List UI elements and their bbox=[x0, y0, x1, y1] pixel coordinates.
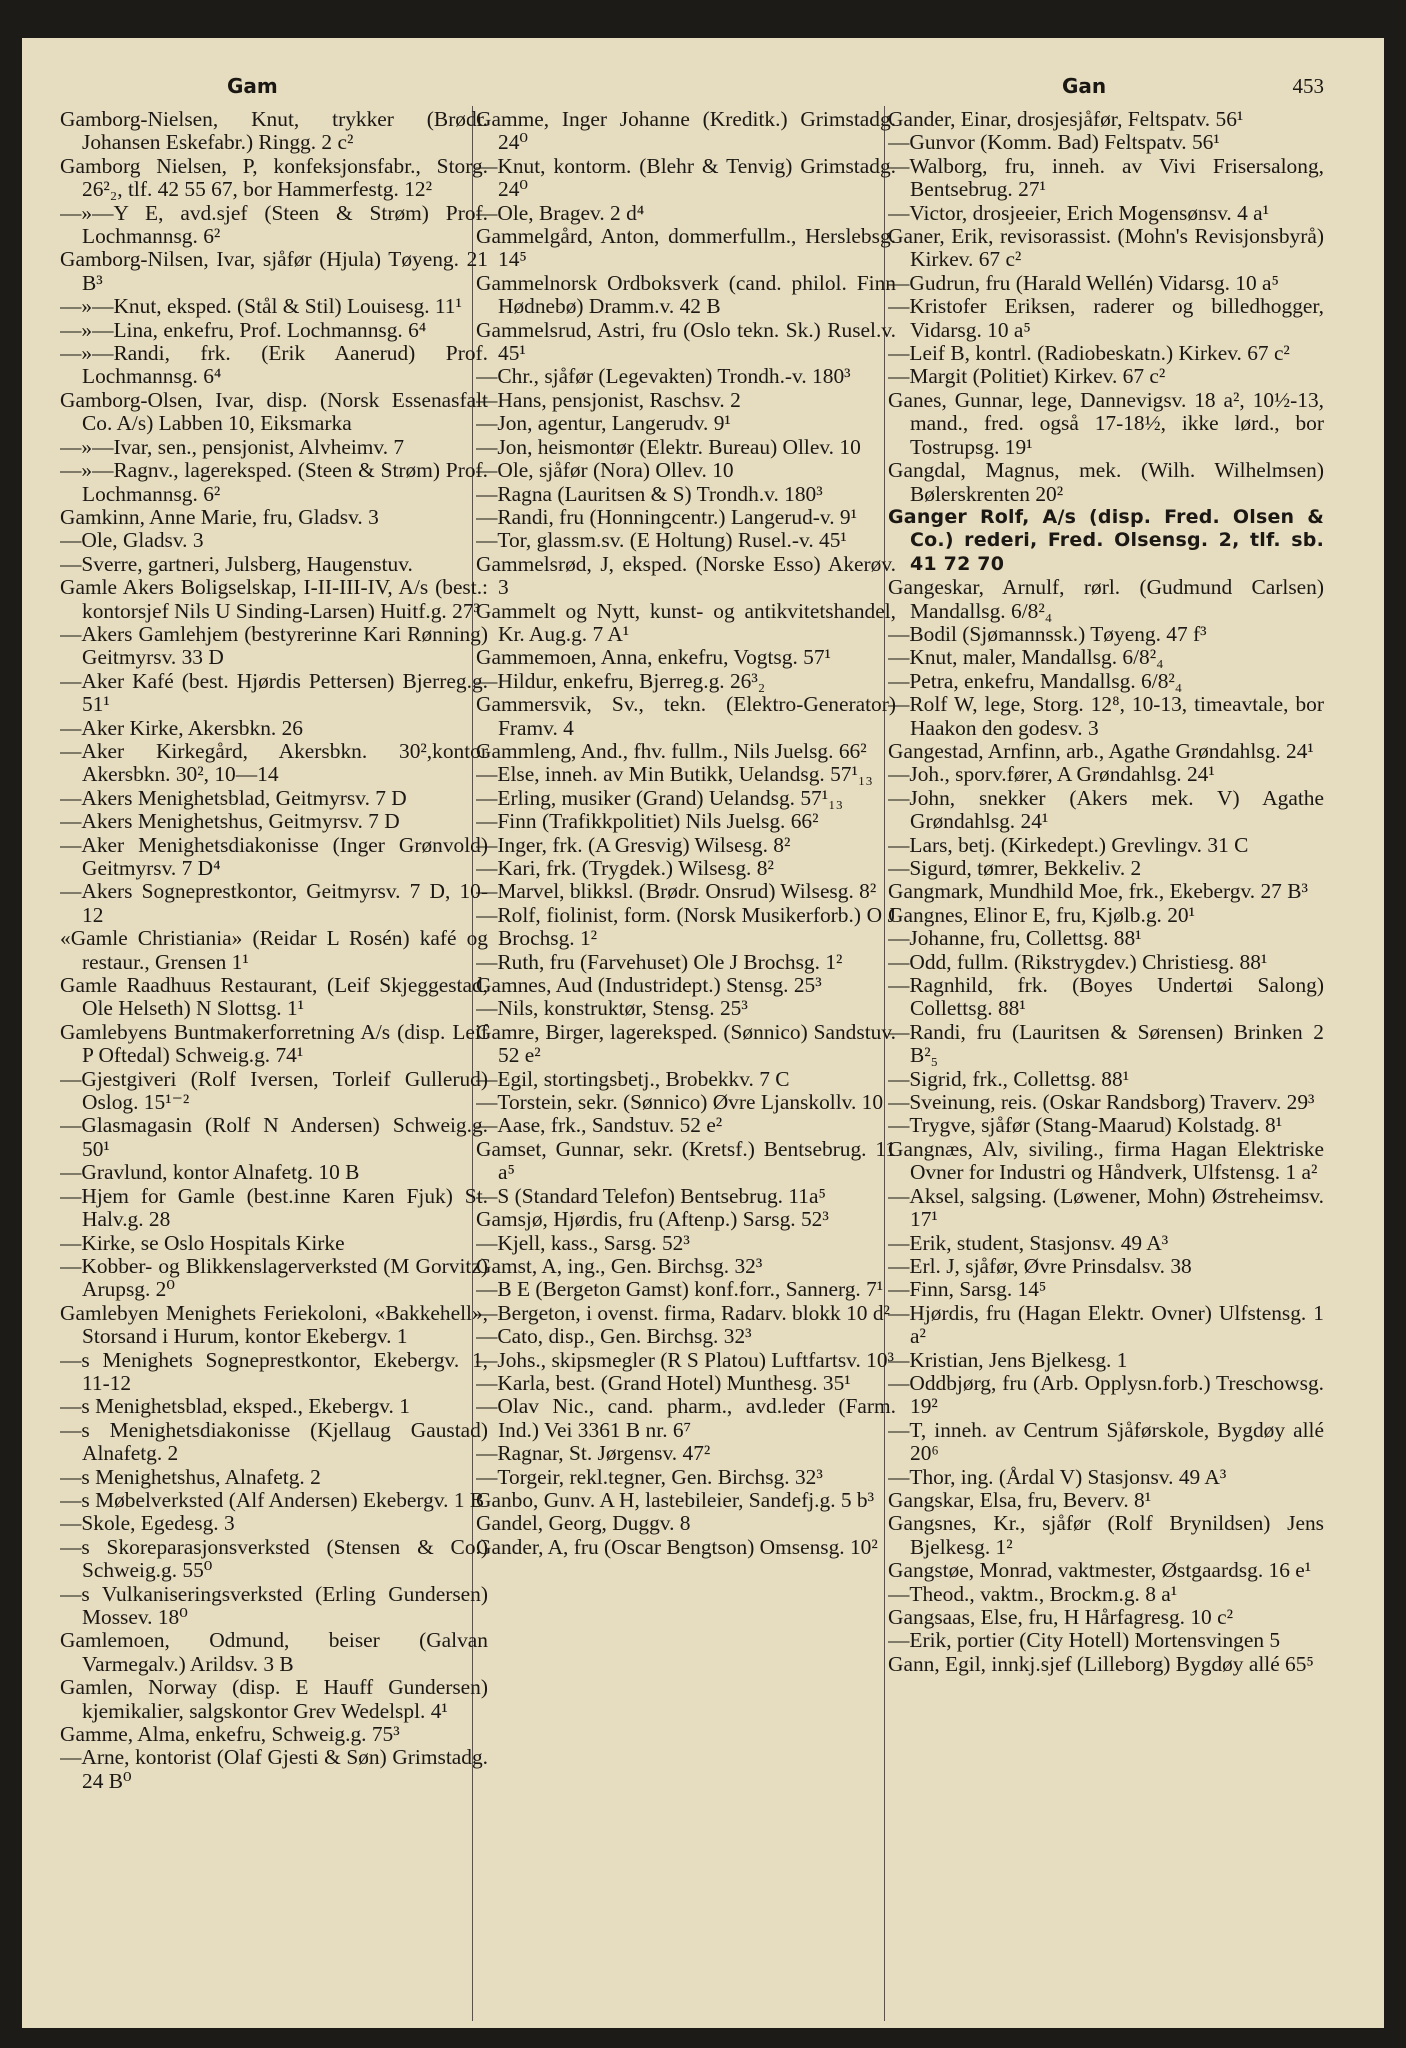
directory-entry: Gangsaas, Else, fru, H Hårfagresg. 10 c² bbox=[888, 1605, 1233, 1629]
directory-entry: —Gunvor (Komm. Bad) Feltspatv. 56¹ bbox=[888, 130, 1220, 155]
directory-entry: —Kristofer Eriksen, raderer og billedhogger, Vidarsg. 10 a⁵ bbox=[888, 294, 1324, 342]
directory-entry: —Petra, enkefru, Mandallsg. 6/8²₄ bbox=[888, 668, 1183, 693]
directory-entry: Gammelnorsk Ordboksverk (cand. philol. Finn Hødnebø) Dramm.v. 42 B bbox=[476, 270, 896, 319]
directory-entry: —Ruth, fru (Farvehuset) Ole J Brochsg. 1² bbox=[476, 949, 843, 974]
directory-entry: —Kjell, kass., Sarsg. 52³ bbox=[476, 1230, 690, 1255]
directory-entry: —Sveinung, reis. (Oskar Randsborg) Traverv. 29³ bbox=[888, 1090, 1315, 1115]
running-head-right: Gan bbox=[1062, 74, 1107, 98]
directory-entry: Gamre, Birger, lagereksped. (Sønnico) Sandstuv. 52 e² bbox=[476, 1019, 896, 1068]
directory-entry: —»—Ivar, sen., pensjonist, Alvheimv. 7 bbox=[60, 434, 405, 459]
directory-entry: —Knut, kontorm. (Blehr & Tenvig) Grimstadg. 24⁰ bbox=[476, 153, 896, 202]
directory-entry: —Kobber- og Blikkenslagerverksted (M Gorvitz) Arupsg. 2⁰ bbox=[60, 1253, 488, 1302]
directory-entry: Gangestad, Arnfinn, arb., Agathe Grøndahlsg. 24¹ bbox=[888, 738, 1314, 763]
page-number: 453 bbox=[1292, 74, 1324, 98]
directory-entry: Gammemoen, Anna, enkefru, Vogtsg. 57¹ bbox=[476, 645, 831, 670]
directory-entry: Gammersvik, Sv., tekn. (Elektro-Generator) Framv. 4 bbox=[476, 692, 896, 740]
directory-entry: Gangnæs, Alv, siviling., firma Hagan Elektriske Ovner for Industri og Håndverk, Ulfstensg. 1 a² bbox=[888, 1136, 1324, 1185]
directory-entry: Gammelsrud, Astri, fru (Oslo tekn. Sk.) Rusel.v. 45¹ bbox=[476, 317, 896, 366]
directory-entry: —Glasmagasin (Rolf N Andersen) Schweig.g. 50¹ bbox=[60, 1113, 488, 1161]
directory-entry: Gamlen, Norway (disp. E Hauff Gundersen) kjemikalier, salgskontor Grev Wedelspl. 4¹ bbox=[60, 1675, 488, 1723]
directory-entry: —Ragnhild, frk. (Boyes Undertøi Salong) Collettsg. 88¹ bbox=[888, 973, 1324, 1021]
directory-entry: —s Menighets Sogneprestkontor, Ekebergv. 1, 11-12 bbox=[60, 1347, 488, 1395]
directory-entry: —Margit (Politiet) Kirkev. 67 c² bbox=[888, 364, 1166, 389]
directory-entry: Gann, Egil, innkj.sjef (Lilleborg) Bygdøy allé 65⁵ bbox=[888, 1651, 1314, 1676]
directory-entry: Gammleng, And., fhv. fullm., Nils Juelsg. 66² bbox=[476, 738, 867, 763]
directory-entry: —B E (Bergeton Gamst) konf.forr., Sannerg. 7¹ bbox=[476, 1277, 884, 1302]
directory-entry: Gamset, Gunnar, sekr. (Kretsf.) Bentsebrug. 11 a⁵ bbox=[476, 1136, 896, 1185]
directory-entry: —Sigrid, frk., Collettsg. 88¹ bbox=[888, 1066, 1130, 1091]
directory-entry: —Trygve, sjåfør (Stang-Maarud) Kolstadg. 8¹ bbox=[888, 1113, 1283, 1138]
directory-entry: —Gjestgiveri (Rolf Iversen, Torleif Gullerud) Oslog. 15¹⁻² bbox=[60, 1066, 488, 1115]
directory-entry: Gamst, A, ing., Gen. Birchsg. 32³ bbox=[476, 1253, 763, 1278]
directory-entry: —Kari, frk. (Trygdek.) Wilsesg. 8² bbox=[476, 856, 774, 880]
directory-entry: —Thor, ing. (Årdal V) Stasjonsv. 49 A³ bbox=[888, 1464, 1227, 1489]
directory-entry: —Finn (Trafikkpolitiet) Nils Juelsg. 66² bbox=[476, 809, 819, 834]
directory-entry: Gandel, Georg, Duggv. 8 bbox=[476, 1511, 691, 1536]
directory-entry: —Aase, frk., Sandstuv. 52 e² bbox=[476, 1113, 723, 1138]
directory-entry: Gangeskar, Arnulf, rørl. (Gudmund Carlsen) Mandallsg. 6/8²₄ bbox=[888, 575, 1324, 623]
directory-entry: —Victor, drosjeeier, Erich Mogensønsv. 4 a¹ bbox=[888, 200, 1270, 225]
directory-entry: —Erl. J, sjåfør, Øvre Prinsdalsv. 38 bbox=[888, 1253, 1192, 1278]
directory-entry: —Akers Sogneprestkontor, Geitmyrsv. 7 D, 10-12 bbox=[60, 879, 488, 927]
directory-entry: —Lars, betj. (Kirkedept.) Grevlingv. 31 C bbox=[888, 832, 1249, 857]
directory-entry: —Ole, sjåfør (Nora) Ollev. 10 bbox=[476, 458, 734, 483]
directory-entry: —John, snekker (Akers mek. V) Agathe Grøndahlsg. 24¹ bbox=[888, 785, 1324, 834]
directory-entry: Ganes, Gunnar, lege, Dannevigsv. 18 a², 10½-13, mand., fred. også 17-18½, ikke lørd., bor Tostrupsg. 19¹ bbox=[888, 387, 1324, 459]
directory-entry: Gangsnes, Kr., sjåfør (Rolf Brynildsen) Jens Bjelkesg. 1² bbox=[888, 1511, 1324, 1559]
directory-page bbox=[22, 38, 1384, 2028]
directory-entry: —Sigurd, tømrer, Bekkeliv. 2 bbox=[888, 856, 1142, 880]
directory-entry: Ganbo, Gunv. A H, lastebileier, Sandefj.g. 5 b³ bbox=[476, 1487, 875, 1512]
directory-entry: —Cato, disp., Gen. Birchsg. 32³ bbox=[476, 1324, 752, 1349]
directory-entry: —»—Lina, enkefru, Prof. Lochmannsg. 6⁴ bbox=[60, 317, 427, 342]
directory-entry: —Aker Menighetsdiakonisse (Inger Grønvold) Geitmyrsv. 7 D⁴ bbox=[60, 832, 488, 880]
directory-entry: —Aker Kafé (best. Hjørdis Pettersen) Bjerreg.g. 51¹ bbox=[60, 668, 488, 717]
directory-entry: —Skole, Egedesg. 3 bbox=[60, 1511, 235, 1536]
directory-entry: —Inger, frk. (A Gresvig) Wilsesg. 8² bbox=[476, 832, 791, 857]
directory-entry: —Oddbjørg, fru (Arb. Opplysn.forb.) Treschowsg. 19² bbox=[888, 1370, 1324, 1419]
directory-entry: Gamsjø, Hjørdis, fru (Aftenp.) Sarsg. 52³ bbox=[476, 1207, 829, 1232]
directory-entry: —Gudrun, fru (Harald Wellén) Vidarsg. 10 a⁵ bbox=[888, 270, 1279, 295]
directory-entry: —Hjem for Gamle (best.inne Karen Fjuk) St. Halv.g. 28 bbox=[60, 1183, 488, 1232]
directory-entry: —Rolf W, lege, Storg. 12⁸, 10-13, timeavtale, bor Haakon den godesv. 3 bbox=[888, 692, 1324, 740]
directory-entry: —Aker Kirkegård, Akersbkn. 30²,kontor Akersbkn. 30², 10—14 bbox=[60, 738, 488, 787]
directory-entry: —Johanne, fru, Collettsg. 88¹ bbox=[888, 926, 1142, 951]
column-2 bbox=[476, 108, 896, 2018]
directory-entry: —Joh., sporv.fører, A Grøndahlsg. 24¹ bbox=[888, 762, 1215, 787]
directory-entry: —Ragnar, St. Jørgensv. 47² bbox=[476, 1441, 711, 1466]
directory-entry: —Torgeir, rekl.tegner, Gen. Birchsg. 32³ bbox=[476, 1464, 823, 1489]
directory-entry: «Gamle Christiania» (Reidar L Rosén) kafé og restaur., Grensen 1¹ bbox=[60, 926, 488, 974]
directory-entry: —Akers Menighetshus, Geitmyrsv. 7 D bbox=[60, 809, 400, 834]
directory-entry: —Finn, Sarsg. 14⁵ bbox=[888, 1277, 1047, 1302]
directory-entry: Gamme, Inger Johanne (Kreditk.) Grimstadg. 24⁰ bbox=[476, 108, 896, 155]
directory-entry: Gamle Raadhuus Restaurant, (Leif Skjeggestad, Ole Helseth) N Slottsg. 1¹ bbox=[60, 973, 488, 1021]
directory-entry: —Erling, musiker (Grand) Uelandsg. 57¹₁₃ bbox=[476, 785, 844, 810]
column-1 bbox=[60, 108, 488, 2018]
directory-entry: —s Skoreparasjonsverksted (Stensen & Co.) Schweig.g. 55⁰ bbox=[60, 1534, 488, 1583]
directory-entry: —Jon, heismontør (Elektr. Bureau) Ollev. 10 bbox=[476, 434, 861, 459]
column-3 bbox=[888, 108, 1324, 2018]
directory-entry: —Sverre, gartneri, Julsberg, Haugenstuv. bbox=[60, 551, 413, 576]
directory-entry: —Kirke, se Oslo Hospitals Kirke bbox=[60, 1230, 345, 1255]
directory-entry: Gangskar, Elsa, fru, Beverv. 8¹ bbox=[888, 1487, 1152, 1512]
directory-entry: —»—Ragnv., lagereksped. (Steen & Strøm) Prof. Lochmannsg. 6² bbox=[60, 458, 488, 506]
directory-entry: Gamnes, Aud (Industridept.) Stensg. 25³ bbox=[476, 973, 822, 998]
directory-entry: —Karla, best. (Grand Hotel) Munthesg. 35¹ bbox=[476, 1370, 851, 1395]
directory-entry: —Knut, maler, Mandallsg. 6/8²₄ bbox=[888, 645, 1164, 670]
directory-entry: —Walborg, fru, inneh. av Vivi Frisersalong, Bentsebrug. 27¹ bbox=[888, 153, 1324, 202]
directory-entry: —s Møbelverksted (Alf Andersen) Ekebergv. 1 B bbox=[60, 1487, 485, 1512]
directory-entry: —»—Randi, frk. (Erik Aanerud) Prof. Lochmannsg. 6⁴ bbox=[60, 341, 488, 389]
directory-entry: Gamborg Nielsen, P, konfeksjonsfabr., Storg. 26²₂, tlf. 42 55 67, bor Hammerfestg. 12² bbox=[60, 153, 488, 202]
directory-entry: —Gravlund, kontor Alnafetg. 10 B bbox=[60, 1160, 360, 1185]
directory-entry: —Erik, portier (City Hotell) Mortensvingen 5 bbox=[888, 1628, 1281, 1653]
directory-entry: —Aksel, salgsing. (Løwener, Mohn) Østreheimsv. 17¹ bbox=[888, 1183, 1324, 1232]
directory-entry: Ganer, Erik, revisorassist. (Mohn's Revisjonsbyrå) Kirkev. 67 c² bbox=[888, 224, 1324, 272]
directory-entry: —Hildur, enkefru, Bjerreg.g. 26³₂ bbox=[476, 668, 766, 693]
directory-entry: —Kristian, Jens Bjelkesg. 1 bbox=[888, 1347, 1128, 1372]
directory-entry: Gamlebyen Menighets Feriekoloni, «Bakkehell», Storsand i Hurum, kontor Ekebergv. 1 bbox=[60, 1300, 488, 1349]
directory-entry: Gamlebyens Buntmakerforretning A/s (disp. Leif P Oftedal) Schweig.g. 74¹ bbox=[60, 1019, 488, 1068]
directory-entry: —Tor, glassm.sv. (E Holtung) Rusel.-v. 45¹ bbox=[476, 528, 847, 553]
directory-entry: Gammelsrød, J, eksped. (Norske Esso) Akerøv. 3 bbox=[476, 551, 896, 600]
directory-entry: —Marvel, blikksl. (Brødr. Onsrud) Wilsesg. 8² bbox=[476, 879, 877, 904]
directory-entry: —Ole, Gladsv. 3 bbox=[60, 528, 204, 553]
directory-entry: —Hans, pensjonist, Raschsv. 2 bbox=[476, 387, 741, 412]
directory-entry: —s Menighetsdiakonisse (Kjellaug Gaustad) Alnafetg. 2 bbox=[60, 1417, 488, 1466]
directory-entry: —Nils, konstruktør, Stensg. 25³ bbox=[476, 996, 748, 1021]
directory-entry: —Johs., skipsmegler (R S Platou) Luftfartsv. 10³ bbox=[476, 1347, 894, 1372]
directory-entry: —s Vulkaniseringsverksted (Erling Gundersen) Mossev. 18⁰ bbox=[60, 1581, 488, 1629]
directory-entry: Gangstøe, Monrad, vaktmester, Østgaardsg. 16 e¹ bbox=[888, 1558, 1312, 1583]
directory-entry: —Arne, kontorist (Olaf Gjesti & Søn) Grimstadg. 24 B⁰ bbox=[60, 1745, 488, 1793]
directory-entry: —Bodil (Sjømannssk.) Tøyeng. 47 f³ bbox=[888, 621, 1207, 646]
directory-entry: Gamborg-Nielsen, Knut, trykker (Brødr. Johansen Eskefabr.) Ringg. 2 c² bbox=[60, 108, 488, 155]
directory-entry: —Erik, student, Stasjonsv. 49 A³ bbox=[888, 1230, 1169, 1255]
directory-entry: —Hjørdis, fru (Hagan Elektr. Ovner) Ulfstensg. 1 a² bbox=[888, 1300, 1324, 1349]
directory-entry: Gander, A, fru (Oscar Bengtson) Omsensg. 10² bbox=[476, 1534, 878, 1559]
directory-entry: —Leif B, kontrl. (Radiobeskatn.) Kirkev. 67 c² bbox=[888, 341, 1290, 366]
running-head-left: Gam bbox=[227, 74, 278, 98]
directory-entry: —Theod., vaktm., Brockm.g. 8 a¹ bbox=[888, 1581, 1178, 1606]
directory-entry: Gangnes, Elinor E, fru, Kjølb.g. 20¹ bbox=[888, 902, 1196, 927]
directory-entry: —Ole, Bragev. 2 d⁴ bbox=[476, 200, 645, 225]
directory-entry: —Odd, fullm. (Rikstrygdev.) Christiesg. 88¹ bbox=[888, 949, 1268, 974]
directory-entry: —Else, inneh. av Min Butikk, Uelandsg. 57¹₁₃ bbox=[476, 762, 873, 787]
directory-entry: Gangmark, Mundhild Moe, frk., Ekebergv. 27 B³ bbox=[888, 879, 1308, 904]
directory-entry: —Akers Menighetsblad, Geitmyrsv. 7 D bbox=[60, 785, 407, 810]
directory-entry: —Akers Gamlehjem (bestyrerinne Kari Rønning) Geitmyrsv. 33 D bbox=[60, 621, 488, 670]
directory-entry: —Rolf, fiolinist, form. (Norsk Musikerforb.) O J Brochsg. 1² bbox=[476, 902, 896, 951]
directory-entry: —T, inneh. av Centrum Sjåførskole, Bygdøy allé 20⁶ bbox=[888, 1417, 1324, 1466]
directory-entry: —Ragna (Lauritsen & S) Trondh.v. 180³ bbox=[476, 481, 823, 506]
directory-entry: Gamborg-Olsen, Ivar, disp. (Norsk Essenasfalt Co. A/s) Labben 10, Eiksmarka bbox=[60, 387, 488, 436]
directory-entry: Gamle Akers Boligselskap, I-II-III-IV, A/s (best.: kontorsjef Nils U Sinding-Larsen) Huitf.g. 27³ bbox=[60, 575, 488, 623]
directory-entry: Gammelt og Nytt, kunst- og antikvitetshandel, Kr. Aug.g. 7 A¹ bbox=[476, 598, 896, 646]
directory-entry: —Jon, agentur, Langerudv. 9¹ bbox=[476, 411, 731, 436]
directory-entry: —Randi, fru (Honningcentr.) Langerud-v. 9¹ bbox=[476, 504, 858, 529]
directory-entry: —Torstein, sekr. (Sønnico) Øvre Ljanskollv. 10 bbox=[476, 1090, 884, 1115]
directory-entry: —Egil, stortingsbetj., Brobekkv. 7 C bbox=[476, 1066, 790, 1091]
directory-entry: —s Menighetshus, Alnafetg. 2 bbox=[60, 1464, 321, 1489]
directory-entry: —Chr., sjåfør (Legevakten) Trondh.-v. 180³ bbox=[476, 364, 851, 389]
directory-entry: —Bergeton, i ovenst. firma, Radarv. blokk 10 d² bbox=[476, 1300, 890, 1325]
directory-entry: —Randi, fru (Lauritsen & Sørensen) Brinken 2 B²₅ bbox=[888, 1019, 1324, 1068]
directory-entry: —Olav Nic., cand. pharm., avd.leder (Farm. Ind.) Vei 3361 B nr. 6⁷ bbox=[476, 1394, 896, 1442]
directory-entry: Gammelgård, Anton, dommerfullm., Herslebsg. 14⁵ bbox=[476, 224, 896, 272]
directory-entry: Gamlemoen, Odmund, beiser (Galvan Varmegalv.) Arildsv. 3 B bbox=[60, 1628, 488, 1676]
directory-entry: —Aker Kirke, Akersbkn. 26 bbox=[60, 715, 303, 740]
directory-entry: Gamborg-Nilsen, Ivar, sjåfør (Hjula) Tøyeng. 21 B³ bbox=[60, 247, 488, 295]
directory-entry: —S (Standard Telefon) Bentsebrug. 11a⁵ bbox=[476, 1183, 826, 1208]
directory-entry: —»—Knut, eksped. (Stål & Stil) Louisesg. 11¹ bbox=[60, 294, 462, 319]
directory-entry: Gangdal, Magnus, mek. (Wilh. Wilhelmsen) Bølerskrenten 20² bbox=[888, 458, 1324, 506]
directory-entry: Ganger Rolf, A/s (disp. Fred. Olsen & Co.) rederi, Fred. Olsensg. 2, tlf. sb. 41 72 70 bbox=[888, 505, 1324, 575]
directory-entry: Gamme, Alma, enkefru, Schweig.g. 75³ bbox=[60, 1722, 400, 1747]
directory-entry: Gander, Einar, drosjesjåfør, Feltspatv. 56¹ bbox=[888, 108, 1244, 131]
directory-entry: Gamkinn, Anne Marie, fru, Gladsv. 3 bbox=[60, 504, 379, 529]
directory-entry: —s Menighetsblad, eksped., Ekebergv. 1 bbox=[60, 1394, 410, 1419]
directory-entry: —»—Y E, avd.sjef (Steen & Strøm) Prof. Lochmannsg. 6² bbox=[60, 200, 488, 249]
